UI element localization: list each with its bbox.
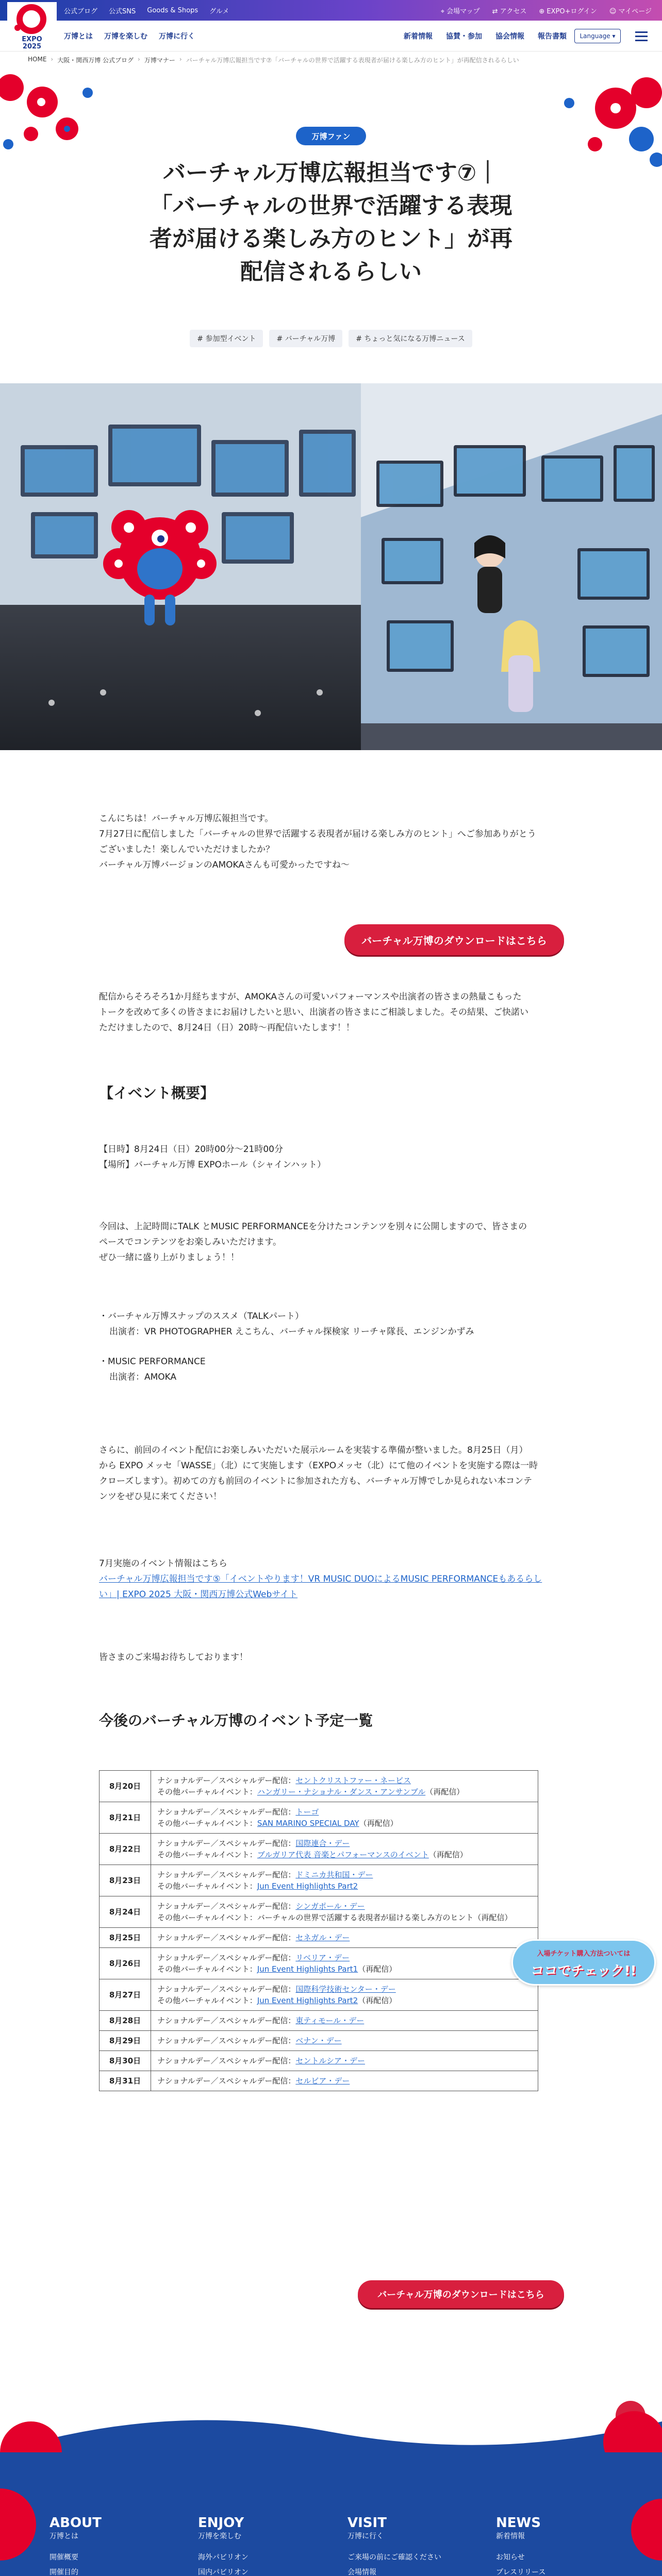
schedule-date: 8月21日 bbox=[100, 1802, 151, 1834]
schedule-label: ナショナルデー／スペシャルデー配信： bbox=[157, 1953, 296, 1962]
footer-link[interactable]: 開催目的 bbox=[49, 2568, 78, 2576]
utility-access-link[interactable] bbox=[492, 6, 527, 15]
footer-heading: NEWS bbox=[496, 2515, 541, 2531]
table-row bbox=[100, 1802, 538, 1834]
utility-link-sns[interactable]: 公式SNS bbox=[109, 7, 136, 15]
breadcrumb-blog[interactable]: 大阪・関西万博 公式ブログ bbox=[57, 57, 134, 64]
schedule-label: ナショナルデー／スペシャルデー配信： bbox=[157, 2056, 296, 2065]
schedule-content bbox=[151, 2031, 538, 2051]
nav-reports[interactable]: 報告書類 bbox=[538, 32, 567, 41]
utility-bar bbox=[0, 0, 662, 21]
nav-visit[interactable]: 万博に行く bbox=[159, 32, 195, 41]
schedule-date: 8月27日 bbox=[100, 1979, 151, 2011]
breadcrumb-sep-icon: › bbox=[138, 56, 140, 63]
utility-links bbox=[64, 0, 229, 21]
past-lead: 7月実施のイベント情報はこちら bbox=[99, 1558, 227, 1569]
schedule-label: ナショナルデー／スペシャルデー配信： bbox=[157, 1870, 296, 1879]
lineup-music: ・MUSIC PERFORMANCE bbox=[99, 1357, 206, 1367]
schedule-event-link[interactable]: Jun Event Highlights Part1 bbox=[257, 1964, 358, 1974]
schedule-note: （再配信） bbox=[359, 1819, 398, 1828]
footer-heading: VISIT bbox=[347, 2515, 387, 2531]
breadcrumb-manner[interactable]: 万博マナー bbox=[144, 57, 175, 64]
past-event-link-2[interactable]: い」| EXPO 2025 大阪・関西万博公式Webサイト bbox=[99, 1589, 298, 1600]
lineup-talk: ・バーチャル万博スナップのススメ（TALKパート） bbox=[99, 1311, 304, 1321]
table-row bbox=[100, 1896, 538, 1928]
schedule-content bbox=[151, 2071, 538, 2091]
utility-map-link[interactable] bbox=[441, 6, 480, 15]
footer-link[interactable]: 開催概要 bbox=[49, 2553, 78, 2562]
hero-decoration-left bbox=[0, 72, 124, 155]
nav-association[interactable]: 協会情報 bbox=[495, 32, 524, 41]
schedule-label: その他バーチャルイベント： bbox=[157, 1882, 257, 1891]
title-line-2: 「バーチャルの世界で活躍する表現 bbox=[150, 193, 512, 219]
schedule-label: ナショナルデー／スペシャルデー配信： bbox=[157, 1933, 296, 1942]
schedule-event-link[interactable]: Jun Event Highlights Part2 bbox=[257, 1996, 358, 2005]
schedule-label: ナショナルデー／スペシャルデー配信： bbox=[157, 1807, 296, 1817]
intro-text bbox=[99, 811, 563, 873]
footer-link[interactable]: お知らせ bbox=[496, 2553, 525, 2562]
schedule-content bbox=[151, 1896, 538, 1928]
lineup-music-cast: 出演者：AMOKA bbox=[109, 1372, 177, 1382]
schedule-note: （再配信） bbox=[358, 1996, 397, 2005]
body3-l4: ンツをぜひ見に来てください！ bbox=[99, 1492, 222, 1502]
footer-deco-left bbox=[0, 2483, 46, 2576]
main-navigation bbox=[0, 21, 662, 52]
nav-news[interactable]: 新着情報 bbox=[404, 32, 433, 41]
ticket-banner-main: ココでチェック!! bbox=[531, 1963, 637, 1979]
schedule-date: 8月26日 bbox=[100, 1948, 151, 1979]
footer-enjoy bbox=[198, 2515, 276, 2576]
utility-login-label: EXPO+ログイン bbox=[547, 7, 597, 15]
download-button[interactable]: バーチャル万博のダウンロードはこちら bbox=[344, 924, 564, 955]
title-line-3: 者が届ける楽しみ方のヒント」が再 bbox=[150, 226, 512, 252]
footer-subheading: 万博に行く bbox=[347, 2532, 384, 2540]
schedule-label: ナショナルデー／スペシャルデー配信： bbox=[157, 1776, 296, 1785]
category-badge[interactable]: 万博ファン bbox=[296, 127, 366, 145]
footer-subheading: 万博を楽しむ bbox=[198, 2532, 241, 2540]
event-date: 【日時】8月24日（日）20時00分～21時00分 bbox=[99, 1144, 283, 1155]
schedule-content bbox=[151, 1979, 538, 2011]
nav-participate[interactable]: 協賛・参加 bbox=[446, 32, 482, 41]
lineup-talk-cast: 出演者：VR PHOTOGRAPHER えこちん、バーチャル探検家 リーチャ隊長、エンジンかずみ bbox=[109, 1327, 474, 1337]
utility-map-label: 会場マップ bbox=[446, 7, 480, 15]
train-icon: ⇄ bbox=[492, 7, 498, 15]
ticket-banner-sub: 入場チケット購入方法ついては bbox=[537, 1950, 631, 1958]
schedule-nationalday-link[interactable]: シンガポール・デー bbox=[295, 1902, 365, 1911]
utility-link-blog[interactable]: 公式ブログ bbox=[64, 7, 98, 15]
schedule-nationalday-link[interactable]: 国際科学技術センター・デー bbox=[295, 1985, 396, 1994]
site-footer bbox=[0, 2452, 662, 2576]
schedule-label: ナショナルデー／スペシャルデー配信： bbox=[157, 2076, 296, 2086]
schedule-nationalday-link[interactable]: セネガル・デー bbox=[295, 1933, 350, 1942]
breadcrumb-current: バーチャル万博広報担当です⑦「バーチャルの世界で活躍する表現者が届ける楽しみ方のヒント」が再配信されるらしい bbox=[186, 57, 519, 64]
utility-link-goods[interactable]: Goods & Shops bbox=[147, 6, 198, 14]
utility-login-link[interactable] bbox=[539, 6, 597, 15]
schedule-nationalday-link[interactable]: ベナン・デー bbox=[295, 2036, 342, 2045]
intro-p2: 7月27日に配信しました「バーチャルの世界で活躍する表現者が届ける楽しみ方のヒント」へご参加ありがとう bbox=[99, 829, 536, 839]
main-menu-left bbox=[64, 21, 195, 52]
footer-news bbox=[496, 2515, 545, 2576]
schedule-nationalday-link[interactable]: 東ティモール・デー bbox=[295, 2016, 365, 2025]
schedule-nationalday-link[interactable]: リベリア・デー bbox=[295, 1953, 350, 1962]
schedule-content bbox=[151, 1948, 538, 1979]
body-text-1 bbox=[99, 989, 563, 1036]
schedule-label: ナショナルデー／スペシャルデー配信： bbox=[157, 1985, 296, 1994]
body3-l1: さらに、前回のイベント配信にお楽しみいただいた展示ルームを実装する準備が整いました。8月25日（月） bbox=[99, 1445, 528, 1455]
schedule-content bbox=[151, 1771, 538, 1802]
hero-image bbox=[0, 383, 662, 750]
utility-right bbox=[441, 0, 652, 21]
user-icon: ☺ bbox=[609, 7, 617, 15]
schedule-note: （再配信） bbox=[428, 1850, 468, 1859]
footer-subheading: 新着情報 bbox=[496, 2532, 525, 2540]
ticket-banner[interactable] bbox=[511, 1939, 656, 1986]
schedule-label: その他バーチャルイベント： bbox=[157, 1996, 257, 2005]
spacer bbox=[99, 1340, 563, 1354]
body2-l2: ペースでコンテンツをお楽しみいただけます。 bbox=[99, 1237, 282, 1247]
schedule-nationalday-link[interactable]: セルビア・デー bbox=[295, 2076, 350, 2086]
body2-l1: 今回は、上記時間にTALK とMUSIC PERFORMANCEを分けたコンテンツを別々に公開しますので、皆さまの bbox=[99, 1222, 527, 1232]
schedule-nationalday-link[interactable]: セントルシア・デー bbox=[295, 2056, 365, 2065]
schedule-event-link[interactable]: SAN MARINO SPECIAL DAY bbox=[257, 1819, 359, 1828]
body1-l1: 配信からそろそろ1か月経ちますが、AMOKAさんの可愛いパフォーマンスや出演者の皆さまの熱量こもった bbox=[99, 992, 522, 1002]
schedule-date: 8月28日 bbox=[100, 2011, 151, 2031]
body3-l2: から EXPO メッセ「WASSE」（北）にて実施します（EXPOメッセ（北）にて他のイベントを実施する際は一時 bbox=[99, 1461, 538, 1471]
logo-mark bbox=[16, 4, 46, 34]
intro-p1: こんにちは！バーチャル万博広報担当です。 bbox=[99, 814, 274, 824]
map-icon: ⌖ bbox=[440, 7, 445, 15]
body-text-3 bbox=[99, 1443, 563, 1504]
page-title bbox=[103, 157, 559, 289]
footer-link[interactable]: ご来場の前にご確認ください bbox=[347, 2553, 441, 2562]
schedule-label: その他バーチャルイベント：バーチャルの世界で活躍する表現者が届ける楽しみ方のヒント bbox=[157, 1913, 474, 1922]
schedule-heading: 今後のバーチャル万博のイベント予定一覧 bbox=[99, 1712, 373, 1729]
schedule-event-link[interactable]: Jun Event Highlights Part2 bbox=[257, 1882, 358, 1891]
event-info bbox=[99, 1142, 563, 1173]
body-text-2 bbox=[99, 1219, 563, 1265]
schedule-nationalday-link[interactable]: 国際連合・デー bbox=[295, 1839, 350, 1848]
footer-link[interactable]: 会場情報 bbox=[347, 2568, 376, 2576]
utility-mypage-link[interactable] bbox=[609, 6, 652, 15]
schedule-note: （再配信） bbox=[473, 1913, 512, 1922]
schedule-date: 8月25日 bbox=[100, 1928, 151, 1948]
schedule-event-link[interactable]: ブルガリア代表 音楽とパフォーマンスのイベント bbox=[257, 1850, 429, 1859]
schedule-date: 8月23日 bbox=[100, 1865, 151, 1896]
main-menu-right bbox=[404, 21, 567, 52]
footer-deco-right bbox=[619, 2483, 662, 2576]
schedule-nationalday-link[interactable]: ドミニカ共和国・デー bbox=[295, 1870, 373, 1879]
footer-link[interactable]: プレスリリース bbox=[496, 2568, 546, 2576]
footer-heading: ENJOY bbox=[198, 2515, 244, 2531]
closing-text bbox=[99, 1650, 563, 1665]
footer-link[interactable]: 海外パビリオン bbox=[198, 2553, 249, 2562]
table-row bbox=[100, 1979, 538, 2011]
utility-link-gourmet[interactable]: グルメ bbox=[209, 7, 229, 15]
schedule-label: その他バーチャルイベント： bbox=[157, 1787, 257, 1797]
utility-access-label: アクセス bbox=[500, 7, 527, 15]
hashtag-list bbox=[0, 330, 662, 347]
language-select[interactable]: Language ▾ bbox=[574, 29, 621, 43]
table-row bbox=[100, 1865, 538, 1896]
event-overview-heading: 【イベント概要】 bbox=[99, 1084, 215, 1101]
past-event-link[interactable]: バーチャル万博広報担当です⑤「イベントやります！VR MUSIC DUOによるMUSIC PERFORMANCEもあるらし bbox=[99, 1574, 542, 1584]
closing-line: 皆さまのご来場お待ちしております！ bbox=[99, 1652, 248, 1663]
table-row bbox=[100, 2031, 538, 2051]
title-line-1: バーチャル万博広報担当です⑦｜ bbox=[163, 160, 499, 186]
download-button-bottom[interactable]: バーチャル万博のダウンロードはこちら bbox=[358, 2280, 564, 2308]
hashtag-virtual-expo[interactable]: # バーチャル万博 bbox=[269, 330, 342, 347]
utility-mypage-label: マイページ bbox=[618, 7, 652, 15]
event-place: 【場所】バーチャル万博 EXPOホール（シャインハット） bbox=[99, 1160, 326, 1170]
schedule-label: ナショナルデー／スペシャルデー配信： bbox=[157, 1902, 296, 1911]
footer-about bbox=[49, 2515, 149, 2576]
schedule-label: その他バーチャルイベント： bbox=[157, 1850, 257, 1859]
past-event bbox=[99, 1556, 563, 1602]
schedule-label: ナショナルデー／スペシャルデー配信： bbox=[157, 2016, 296, 2025]
breadcrumb-sep-icon: › bbox=[179, 56, 182, 63]
table-row bbox=[100, 2071, 538, 2091]
schedule-label: ナショナルデー／スペシャルデー配信： bbox=[157, 2036, 296, 2045]
schedule-content bbox=[151, 2051, 538, 2071]
schedule-note: （再配信） bbox=[425, 1787, 465, 1797]
nav-about[interactable]: 万博とは bbox=[64, 32, 93, 41]
schedule-date: 8月22日 bbox=[100, 1834, 151, 1865]
virtual-expo-scene bbox=[0, 383, 662, 750]
breadcrumb bbox=[28, 56, 519, 64]
schedule-content bbox=[151, 2011, 538, 2031]
footer-link[interactable]: 国内パビリオン bbox=[198, 2568, 249, 2576]
schedule-nationalday-link[interactable]: トーゴ bbox=[295, 1807, 319, 1817]
schedule-content bbox=[151, 1928, 538, 1948]
schedule-note: （再配信） bbox=[358, 1964, 397, 1974]
body2-l3: ぜひ一緒に盛り上がりましょう！！ bbox=[99, 1252, 239, 1263]
login-icon: ⊕ bbox=[539, 7, 545, 15]
footer-subheading: 万博とは bbox=[49, 2532, 78, 2540]
body1-l2: トークを改めて多くの皆さまにお届けしたいと思い、出演者の皆さまにご相談しました。その結果、ご快諾い bbox=[99, 1007, 528, 1018]
schedule-date: 8月20日 bbox=[100, 1771, 151, 1802]
menu-icon[interactable] bbox=[631, 26, 652, 46]
table-row bbox=[100, 2051, 538, 2071]
schedule-nationalday-link[interactable]: セントクリストファー・ネービス bbox=[295, 1776, 411, 1785]
nav-enjoy[interactable]: 万博を楽しむ bbox=[104, 32, 147, 41]
schedule-label: その他バーチャルイベント： bbox=[157, 1964, 257, 1974]
table-row bbox=[100, 1928, 538, 1948]
schedule-date: 8月29日 bbox=[100, 2031, 151, 2051]
intro-p4: バーチャル万博バージョンのAMOKAさんも可愛かったですね～ bbox=[99, 860, 350, 870]
table-row bbox=[100, 1834, 538, 1865]
breadcrumb-sep-icon: › bbox=[51, 56, 54, 63]
intro-p3: ございました！楽しんでいただけましたか？ bbox=[99, 844, 274, 855]
schedule-content bbox=[151, 1865, 538, 1896]
schedule-label: その他バーチャルイベント： bbox=[157, 1819, 257, 1828]
hashtag-participatory[interactable]: # 参加型イベント bbox=[190, 330, 263, 347]
table-row bbox=[100, 1771, 538, 1802]
schedule-label: ナショナルデー／スペシャルデー配信： bbox=[157, 1839, 296, 1848]
breadcrumb-home[interactable]: HOME bbox=[28, 56, 47, 63]
table-row bbox=[100, 1948, 538, 1979]
schedule-content bbox=[151, 1834, 538, 1865]
schedule-table bbox=[99, 1770, 538, 2091]
title-line-4: 配信されるらしい bbox=[240, 259, 422, 285]
lineup bbox=[99, 1309, 563, 1385]
schedule-date: 8月31日 bbox=[100, 2071, 151, 2091]
table-row bbox=[100, 2011, 538, 2031]
hashtag-expo-news[interactable]: # ちょっと気になる万博ニュース bbox=[349, 330, 472, 347]
schedule-content bbox=[151, 1802, 538, 1834]
expo-logo[interactable] bbox=[7, 2, 57, 49]
body1-l3: ただけましたので、8月24日（日）20時～再配信いたします！！ bbox=[99, 1023, 355, 1033]
body3-l3: クローズします）。初めての方も前回のイベントに参加された方も、バーチャル万博でしか見られない本コンテ bbox=[99, 1476, 533, 1486]
schedule-date: 8月24日 bbox=[100, 1896, 151, 1928]
footer-visit bbox=[347, 2515, 456, 2576]
schedule-event-link[interactable]: ハンガリー・ナショナル・ダンス・アンサンブル bbox=[257, 1787, 426, 1797]
logo-text: EXPO 2025 bbox=[22, 36, 42, 50]
schedule-date: 8月30日 bbox=[100, 2051, 151, 2071]
footer-heading: ABOUT bbox=[49, 2515, 102, 2531]
